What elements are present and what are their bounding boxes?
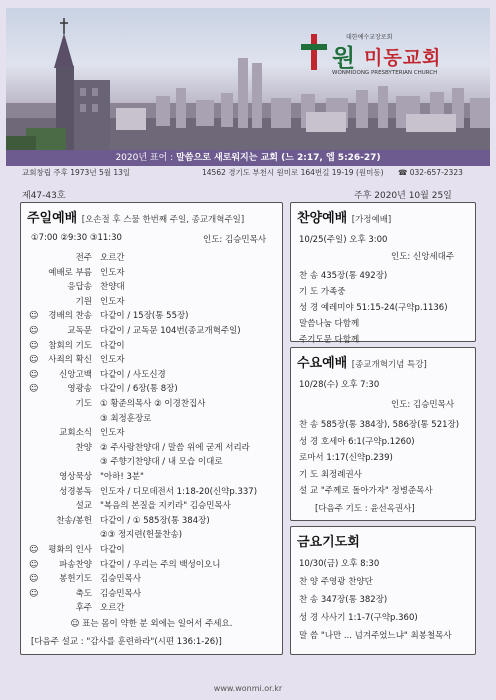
order-row [21,426,282,441]
order-value: 다같이 / 6장(통 8장) [100,384,178,395]
website-link[interactable]: www.wonmi.or.kr [213,684,283,693]
sunday-presider: 인도: 김승민목사 [203,235,267,245]
order-value: 다같이 / 우리는 주의 백성이오니 [100,559,221,570]
order-value: 김승민목사 [100,574,142,585]
church-name-won: 원 [332,44,356,72]
order-row [21,485,282,500]
order-value: 김승민목사 [100,588,142,599]
order-row [21,572,282,587]
next-sermon: [다음주 설교 : "감사를 훈련하라"(시편 136:1-26)] [31,637,222,647]
wednesday-row: 로마서 1:17(신약p.239) [299,453,393,463]
issue-number: 제47-43호 [22,191,66,201]
motto-prefix: 2020년 표어 : [115,153,174,163]
church-info-bar [6,166,490,180]
year-motto-banner [6,150,490,166]
header-photo [6,8,490,150]
sunday-service-box [20,202,283,655]
stand-marker: ☺ [29,326,39,336]
stand-marker: ☺ [29,369,39,380]
friday-prayer-box [290,526,476,655]
church-phone: ☎ 032-657-2323 [398,168,463,177]
order-row [21,558,282,573]
bulletin-date: 주후 2020년 10월 25일 [354,191,452,201]
order-row [21,455,282,470]
praise-row: 찬 송 435장(통 492장) [299,271,388,281]
order-value: "아하! 3분" [100,472,144,482]
stand-marker: ☺ [29,355,39,366]
order-row [21,295,282,310]
stand-marker: ☺ [29,574,39,585]
order-label: 평화의 인사 [48,545,92,555]
order-value: ②③ 정지련(헌물찬송) [100,530,183,541]
wednesday-row: 찬 송 585장(통 384장), 586장(통 521장) [299,420,460,430]
wednesday-row: 성 경 호세아 6:1(구약p.1260) [299,436,415,447]
order-label: 기도 [75,399,92,409]
order-row [21,339,282,354]
order-row [21,543,282,558]
praise-row: 말씀나눔 다함께 [299,319,360,329]
wednesday-service-box [290,347,476,521]
friday-row: 말 씀 "나만 ... 넘겨주었느냐" 최봉철목사 [299,631,452,641]
order-row [21,528,282,543]
friday-row: 성 경 사사기 1:1-7(구약p.360) [299,613,418,623]
church-name-rest: 미동교회 [364,47,442,69]
order-label: 응답송 [67,282,92,293]
order-row [21,441,282,456]
church-logo [298,30,448,82]
order-label: 영광송 [67,384,92,395]
cross-icon [298,32,330,72]
order-value: 인도자 [100,267,125,278]
order-value: ③ 최정훈장로 [100,413,152,424]
sunday-service-note: [오손절 후 스물 한번째 주일, 종교개혁주일] [81,215,245,225]
order-label: 영상묵상 [59,472,92,482]
order-row [21,309,282,324]
order-label: 찬양 [75,442,92,453]
order-value: 오르간 [100,253,125,263]
stand-marker: ☺ [29,311,39,322]
friday-row: 찬 송 347장(통 382장) [299,595,388,605]
stand-marker: ☺ [29,384,39,395]
praise-datetime: 10/25(주일) 오후 3:00 [299,235,388,245]
wednesday-presider: 인도: 김승민목사 [391,400,455,410]
praise-row: 주기도문 다함께 [299,335,360,345]
order-label: 전주 [75,253,92,263]
order-value: 다같이 / 15장(통 55장) [100,311,189,322]
order-value: 오르간 [100,603,125,614]
order-row [21,353,282,368]
praise-service-title: 찬양예배 [가정예배] [297,211,392,226]
order-label: 찬송/봉헌 [56,515,92,526]
praise-service-box [290,202,476,345]
order-row [21,266,282,281]
order-label: 성경봉독 [59,486,92,497]
order-label: 경배의 찬송 [48,311,92,322]
order-row [21,587,282,602]
order-label: 예배로 부름 [48,267,92,278]
order-row [21,499,282,514]
stand-marker: ☺ [29,340,39,351]
order-label: 교독문 [67,326,92,336]
order-value: 인도자 [100,296,125,307]
praise-presider: 인도: 신앙세대주 [391,252,455,262]
order-label: 참회의 기도 [48,340,92,351]
wednesday-next: [다음주 기도 : 윤선옥권사] [315,504,415,514]
order-value: ② 주사랑찬양대 / 말씀 위에 굳게 서리라 [100,442,250,453]
order-label: 사죄의 확신 [48,355,92,366]
order-value: 인도자 / 디모데전서 1:18-20(신약p.337) [100,486,258,497]
order-row [21,514,282,529]
order-value: 인도자 [100,355,125,366]
order-label: 축도 [75,588,92,599]
wednesday-row: 설 교 "주께로 돌아가자" 정병준목사 [299,486,433,496]
order-row [21,470,282,485]
order-value: ③ 주향기찬양대 / 내 모습 이대로 [100,457,223,468]
order-value: 다같이 / ① 585장(통 384장) [100,515,210,526]
order-row [21,601,282,616]
order-row [21,280,282,295]
order-row [21,251,282,266]
order-value: 찬양대 [100,282,125,293]
order-label: 봉헌기도 [59,574,92,585]
order-value: 다같이 / 교독문 104번(종교개혁주일) [100,326,241,336]
wednesday-row: 기 도 최정례권사 [299,469,362,480]
order-row [21,324,282,339]
friday-datetime: 10/30(금) 오후 8:30 [299,559,380,569]
church-name-english: WONMIDONG PRESBYTERIAN CHURCH [332,70,438,76]
church-denomination: 대한예수교장로회 [346,34,393,41]
order-label: 파송찬양 [59,559,92,570]
order-label: 설교 [75,501,92,512]
friday-prayer-title: 금요기도회 [297,535,360,550]
motto-text: 말씀으로 새로워지는 교회 (느 2:17, 엡 5:26-27) [176,153,381,163]
order-label: 교회소식 [59,428,92,439]
praise-row: 성 경 예레미야 51:15-24(구약p.1136) [299,303,448,313]
order-value: 인도자 [100,428,125,439]
founding-date: 교회창립 주후 1973년 5월 13일 [22,168,131,177]
wednesday-service-title: 수요예배 [종교개혁기념 특강] [297,356,427,371]
order-label: 후주 [75,603,92,614]
sunday-service-title: 주일예배 [오손절 후 스물 한번째 주일, 종교개혁주일] [27,211,245,226]
order-row [21,368,282,383]
order-value: "복음의 본질을 지키라" 김승민목사 [100,501,231,512]
stand-marker: ☺ [29,588,39,599]
order-value: ① 황준의목사 ② 이경찬집사 [100,399,206,409]
order-value: 다같이 / 사도신경 [100,369,166,380]
church-address: 14562 경기도 부천시 원미로 164번길 19-19 (원미동) [202,168,384,177]
order-row [21,412,282,427]
service-times: ①7:00 ②9:30 ③11:30 [31,233,122,243]
order-row [21,382,282,397]
order-value: 다같이 [100,340,125,351]
stand-marker: ☺ [29,545,39,555]
stand-marker: ☺ [29,559,39,570]
order-label: 기원 [75,296,92,307]
order-row [21,397,282,412]
praise-row: 기 도 가족중 [299,287,346,297]
wednesday-datetime: 10/28(수) 오후 7:30 [299,380,380,390]
friday-row: 찬 양 주영광 찬양단 [299,577,373,587]
standing-note: ☺ 표는 몸이 약한 분 외에는 일어서 주세요. [70,619,233,629]
order-label: 신앙고백 [59,369,92,380]
order-value: 다같이 [100,545,125,555]
